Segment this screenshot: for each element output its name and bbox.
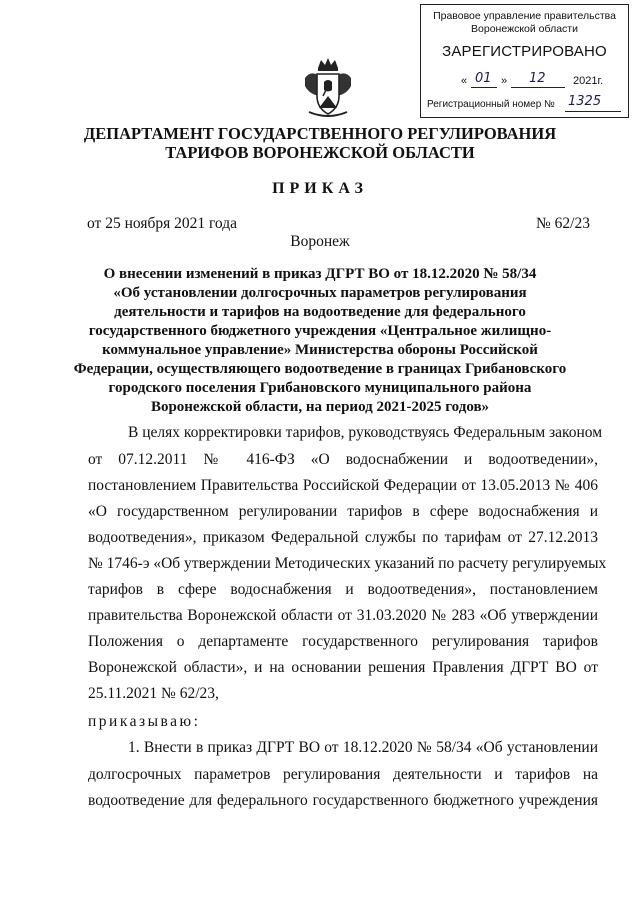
stamp-day: 01 bbox=[475, 71, 492, 86]
order-word: приказываю: bbox=[88, 713, 201, 730]
registration-stamp bbox=[420, 4, 629, 118]
subject-line: городского поселения Грибановского муниципального района bbox=[108, 380, 532, 396]
department-title-line-1: ДЕПАРТАМЕНТ ГОСУДАРСТВЕННОГО РЕГУЛИРОВАНИЯ bbox=[83, 124, 557, 143]
item-line: 1. Внести в приказ ДГРТ ВО от 18.12.2020 № 58/34 «Об установлении bbox=[128, 739, 598, 756]
body-line: от 07.12.2011 № 416-ФЗ «О водоснабжении и водоотведении», bbox=[88, 451, 598, 468]
stamp-reg-label: Регистрационный номер № bbox=[427, 99, 555, 110]
subject-line: О внесении изменений в приказ ДГРТ ВО от 18.12.2020 № 58/34 bbox=[103, 266, 537, 282]
document-type: ПРИКАЗ bbox=[272, 180, 368, 197]
subject-line: Федерации, осуществляющего водоотведение в границах Грибановского bbox=[73, 361, 567, 377]
document-date: от 25 ноября 2021 года bbox=[87, 215, 238, 232]
document-number: № 62/23 bbox=[536, 215, 590, 232]
body-line: 25.11.2021 № 62/23, bbox=[88, 685, 219, 702]
document-city: Воронеж bbox=[290, 233, 350, 250]
department-title-line-2: ТАРИФОВ ВОРОНЕЖСКОЙ ОБЛАСТИ bbox=[165, 143, 475, 162]
voronezh-coat-of-arms-icon bbox=[301, 56, 355, 120]
subject-line: деятельности и тарифов на водоотведение для федерального bbox=[114, 304, 526, 320]
item-line: водоотведение для федерального государственного бюджетного учреждения bbox=[88, 792, 598, 809]
stamp-date bbox=[421, 73, 628, 93]
body-line: «О государственном регулировании тарифов в сфере водоснабжения и bbox=[88, 503, 598, 520]
body-line: тарифов в сфере водоснабжения и водоотведения», постановлением bbox=[88, 581, 598, 598]
stamp-quote-open: « bbox=[461, 75, 468, 87]
subject-line: «Об установлении долгосрочных параметров регулирования bbox=[113, 285, 527, 301]
body-line: постановлением Правительства Российской Федерации от 13.05.2013 № 406 bbox=[88, 477, 598, 494]
body-line: В целях корректировки тарифов, руководствуясь Федеральным законом bbox=[128, 424, 603, 441]
stamp-authority: Правовое управление правительства Воронежской области bbox=[433, 10, 616, 35]
item-line: долгосрочных параметров регулирования деятельности и тарифов на bbox=[88, 766, 598, 783]
body-line: № 1746-э «Об утверждении Методических указаний по расчету регулируемых bbox=[88, 555, 607, 572]
stamp-reg-number: 1325 bbox=[568, 94, 602, 109]
stamp-quote-close: » bbox=[501, 75, 508, 87]
stamp-month: 12 bbox=[529, 71, 546, 86]
subject-line: Воронежской области, на период 2021-2025 годов» bbox=[150, 399, 490, 415]
stamp-year: 2021г. bbox=[573, 75, 604, 87]
subject-line: коммунальное управление» Министерства обороны Российской bbox=[102, 342, 538, 358]
subject-line: государственного бюджетного учреждения «Центральное жилищно- bbox=[88, 323, 552, 339]
body-line: правительства Воронежской области от 31.03.2020 № 283 «Об утверждении bbox=[88, 607, 598, 624]
body-line: Воронежской области», и на основании решения Правления ДГРТ ВО от bbox=[88, 659, 598, 676]
stamp-status: ЗАРЕГИСТРИРОВАНО bbox=[442, 43, 607, 60]
body-line: водоотведения», приказом Федеральной службы по тарифам от 27.12.2013 bbox=[88, 529, 598, 546]
body-line: Положения о департаменте государственного регулирования тарифов bbox=[88, 633, 598, 650]
